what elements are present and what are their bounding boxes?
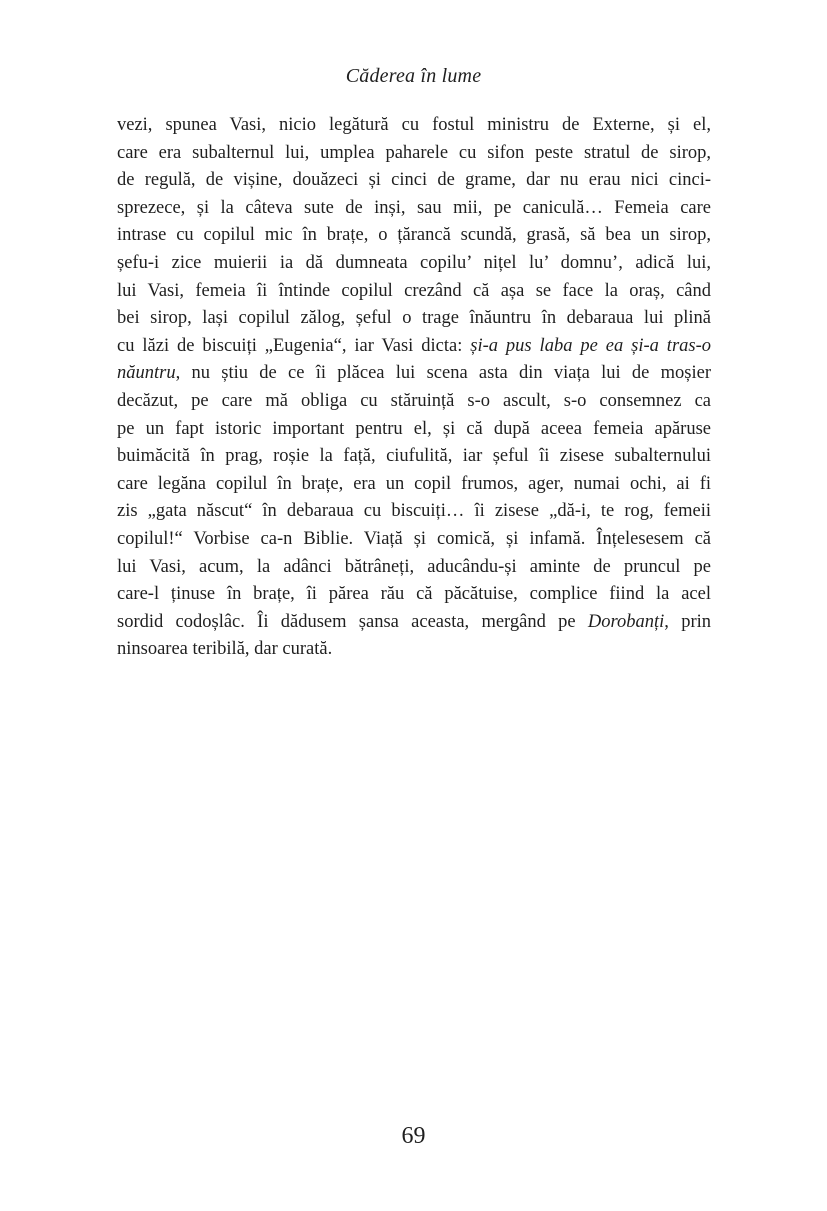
text-run: buimăcită în prag, roșie la față, ciufulită, iar șeful îi zisese subalternului bbox=[117, 446, 711, 467]
text-line bbox=[117, 581, 711, 609]
text-line bbox=[117, 526, 711, 554]
running-header: Căderea în lume bbox=[345, 65, 482, 87]
text-line bbox=[117, 416, 711, 444]
text-line bbox=[117, 112, 711, 140]
text-run: pe un fapt istoric important pentru el, și că după aceea femeia apăruse bbox=[117, 418, 711, 439]
text-run: vezi, spunea Vasi, nicio legătură cu fostul ministru de Externe, și el, bbox=[117, 115, 711, 135]
text-run: care era subalternul lui, umplea paharele cu sifon peste stratul de sirop, bbox=[117, 142, 711, 163]
text-run: ninsoarea teribilă, dar curată. bbox=[117, 639, 333, 660]
text-run: care-l ținuse în brațe, îi părea rău că păcătuise, complice fiind la acel bbox=[117, 584, 711, 605]
text-line bbox=[117, 195, 711, 223]
text-run: bei sirop, lași copilul zălog, șeful o trage înăuntru în debaraua lui plină bbox=[117, 308, 711, 329]
italic-text-run: și-a pus laba pe ea și-a tras-o bbox=[470, 335, 711, 356]
text-line bbox=[117, 140, 711, 168]
text-run: copilul!“ Vorbise ca-n Biblie. Viață și comică, și infamă. Înțelesesem că bbox=[117, 528, 711, 549]
text-run: cu lăzi de biscuiți „Eugenia“, iar Vasi dicta: bbox=[117, 335, 471, 356]
text-line bbox=[117, 636, 711, 664]
text-run: decăzut, pe care mă obliga cu stăruință s-o ascult, s-o consemnez ca bbox=[117, 390, 711, 411]
text-line bbox=[117, 305, 711, 333]
text-run: șefu-i zice muierii ia dă dumneata copilu’ nițel lu’ domnu’, adică lui, bbox=[117, 252, 711, 273]
text-line bbox=[117, 250, 711, 278]
italic-text-run: Dorobanți bbox=[587, 611, 665, 632]
text-line bbox=[117, 388, 711, 416]
text-line bbox=[117, 333, 711, 361]
text-line bbox=[117, 471, 711, 499]
body-text bbox=[117, 112, 711, 664]
text-line bbox=[117, 278, 711, 306]
italic-text-run: năuntru bbox=[117, 363, 176, 384]
text-line bbox=[117, 222, 711, 250]
text-run: lui Vasi, acum, la adânci bătrâneți, aducându-și aminte de pruncul pe bbox=[117, 556, 711, 577]
text-run: lui Vasi, femeia îi întinde copilul crezând că așa se face la oraș, când bbox=[117, 280, 711, 301]
text-line bbox=[117, 609, 711, 637]
text-run: sordid codoșlâc. Îi dădusem șansa aceasta, mergând pe bbox=[117, 611, 588, 632]
text-run: de regulă, de vișine, douăzeci și cinci de grame, dar nu erau nici cinci- bbox=[117, 170, 711, 191]
text-run: , nu știu de ce îi plăcea lui scena asta din viața lui de moșier bbox=[175, 363, 711, 384]
text-line bbox=[117, 360, 711, 388]
text-line bbox=[117, 167, 711, 195]
text-line bbox=[117, 443, 711, 471]
text-run: care legăna copilul în brațe, era un copil frumos, ager, numai ochi, ai fi bbox=[117, 473, 711, 494]
text-run: zis „gata născut“ în debaraua cu biscuiți… îi zisese „dă-i, te rog, femeii bbox=[117, 501, 711, 522]
text-run: intrase cu copilul mic în brațe, o țărancă scundă, grasă, să bea un sirop, bbox=[117, 225, 711, 246]
text-run: , prin bbox=[664, 611, 711, 632]
text-line bbox=[117, 554, 711, 582]
page-number: 69 bbox=[401, 1123, 426, 1149]
text-line bbox=[117, 498, 711, 526]
text-run: sprezece, și la câteva sute de inși, sau mii, pe caniculă… Femeia care bbox=[117, 197, 711, 218]
